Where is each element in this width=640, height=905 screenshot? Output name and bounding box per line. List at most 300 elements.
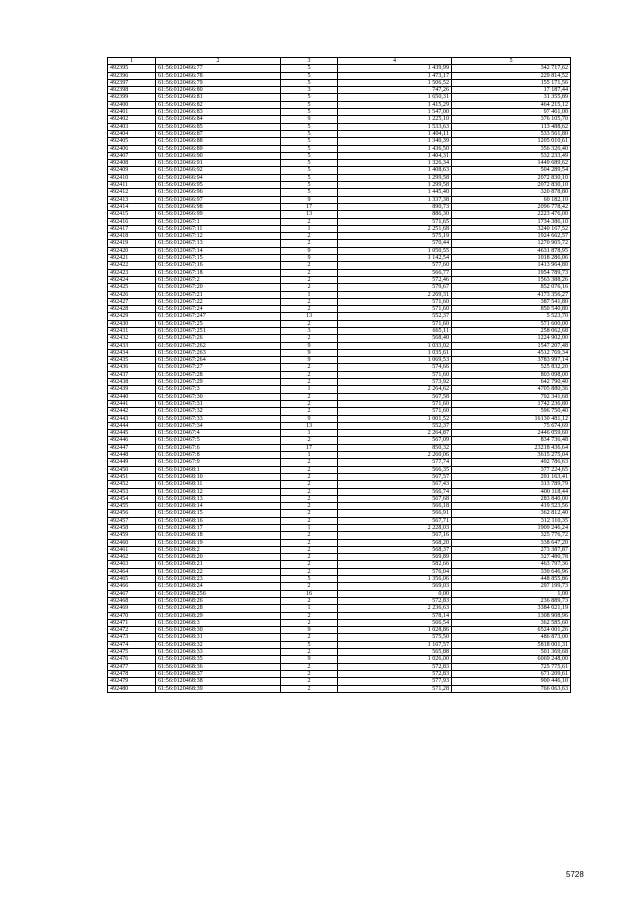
area-cell: 1 028,86 [338,627,452,634]
table-header [108,58,571,65]
area-cell: 575,19 [338,233,452,240]
value-cell: 400 118,44 [452,488,571,495]
value-cell: 6069 248,00 [452,656,571,663]
table-row [108,554,571,561]
table-row [108,641,571,648]
cadastral-number-cell: 61:56:0120466:94 [156,174,281,181]
category-cell: 2 [281,685,338,692]
row-index-cell: 492474 [108,641,156,648]
row-index-cell: 492433 [108,342,156,349]
category-cell: 2 [281,379,338,386]
area-cell: 1 356,06 [338,576,452,583]
area-cell: 1 225,10 [338,116,452,123]
area-cell: 567,57 [338,473,452,480]
row-index-cell: 492473 [108,634,156,641]
cadastral-number-cell: 61:56:0120467:25 [156,320,281,327]
area-cell: 1 436,50 [338,145,452,152]
area-cell: 567,71 [338,517,452,524]
table-row [108,517,571,524]
row-index-cell: 492441 [108,400,156,407]
table-row [108,452,571,459]
value-cell: 3783 997,14 [452,357,571,364]
cadastral-number-cell: 61:56:0120468:12 [156,488,281,495]
category-cell: 9 [281,656,338,663]
area-cell: 568,40 [338,335,452,342]
area-cell: 1 299,58 [338,182,452,189]
row-index-cell: 492424 [108,276,156,283]
row-index-cell: 492401 [108,109,156,116]
value-cell: 2072 830,10 [452,182,571,189]
area-cell: 567,09 [338,437,452,444]
area-cell: 579,67 [338,284,452,291]
category-cell: 2 [281,539,338,546]
table-row [108,298,571,305]
table-row [108,459,571,466]
cadastral-number-cell: 61:56:0120468:18 [156,532,281,539]
cadastral-number-cell: 61:56:0120467:12 [156,233,281,240]
cadastral-number-cell: 61:56:0120467:21 [156,291,281,298]
value-cell: 312 110,35 [452,517,571,524]
row-index-cell: 492395 [108,65,156,72]
table-row [108,466,571,473]
table-row [108,262,571,269]
table-row [108,678,571,685]
area-cell: 567,68 [338,495,452,502]
cadastral-number-cell: 61:56:0120466:95 [156,182,281,189]
table-row [108,291,571,298]
table-row [108,101,571,108]
area-cell: 1 506,52 [338,79,452,86]
area-cell: 574,66 [338,364,452,371]
category-cell: 2 [281,437,338,444]
category-cell: 16 [281,590,338,597]
table-row [108,444,571,451]
value-cell: 297 199,73 [452,583,571,590]
value-cell: 1205 010,61 [452,138,571,145]
cadastral-number-cell: 61:56:0120467:9 [156,459,281,466]
table-row [108,284,571,291]
row-index-cell: 492419 [108,240,156,247]
cadastral-number-cell: 61:56:0120467:15 [156,255,281,262]
area-cell: 1 439,99 [338,65,452,72]
column-header: 3 [281,58,338,65]
area-cell: 1 035,61 [338,349,452,356]
value-cell: 4173 356,27 [452,291,571,298]
table-row [108,408,571,415]
category-cell: 2 [281,517,338,524]
data-table [107,57,571,693]
category-cell: 2 [281,488,338,495]
row-index-cell: 492445 [108,430,156,437]
category-cell: 2 [281,561,338,568]
value-cell: 362 585,60 [452,619,571,626]
area-cell: 568,20 [338,539,452,546]
value-cell: 5818 001,31 [452,641,571,648]
cadastral-number-cell: 61:56:0120467:263 [156,349,281,356]
table-row [108,116,571,123]
category-cell: 5 [281,109,338,116]
area-cell: 2 260,06 [338,452,452,459]
cadastral-number-cell: 61:56:0120467:5 [156,437,281,444]
area-cell: 2 228,03 [338,525,452,532]
row-index-cell: 492416 [108,218,156,225]
table-row [108,568,571,575]
category-cell: 2 [281,240,338,247]
category-cell: 5 [281,167,338,174]
row-index-cell: 492457 [108,517,156,524]
value-cell: 356 326,40 [452,145,571,152]
cadastral-number-cell: 61:56:0120468:29 [156,612,281,619]
area-cell: 1 404,31 [338,152,452,159]
value-cell: 376 105,70 [452,116,571,123]
row-index-cell: 492439 [108,386,156,393]
row-index-cell: 492410 [108,174,156,181]
value-cell: 1224 902,00 [452,335,571,342]
row-index-cell: 492448 [108,452,156,459]
row-index-cell: 492436 [108,364,156,371]
table-row [108,196,571,203]
category-cell: 2 [281,481,338,488]
value-cell: 501 369,68 [452,649,571,656]
cadastral-number-cell: 61:56:0120466:83 [156,109,281,116]
cadastral-number-cell: 61:56:0120466:87 [156,130,281,137]
table-row [108,546,571,553]
value-cell: 834 736,48 [452,437,571,444]
value-cell: 236 889,73 [452,597,571,604]
cadastral-number-cell: 61:56:0120466:81 [156,94,281,101]
table-row [108,627,571,634]
value-cell: 320 878,80 [452,189,571,196]
category-cell: 2 [281,335,338,342]
table-row [108,503,571,510]
category-cell: 17 [281,444,338,451]
value-cell: 4705 880,36 [452,386,571,393]
category-cell: 1 [281,291,338,298]
value-cell: 642 790,40 [452,379,571,386]
row-index-cell: 492435 [108,357,156,364]
area-cell: 2 264,62 [338,386,452,393]
area-cell: 552,37 [338,422,452,429]
table-row [108,400,571,407]
area-cell: 1 408,63 [338,167,452,174]
table-row [108,386,571,393]
row-index-cell: 492477 [108,663,156,670]
cadastral-number-cell: 61:56:0120468:22 [156,568,281,575]
area-cell: 665,11 [338,327,452,334]
cadastral-number-cell: 61:56:0120468:26 [156,597,281,604]
cadastral-number-cell: 61:56:0120468:23 [156,576,281,583]
category-cell: 5 [281,72,338,79]
row-index-cell: 492459 [108,532,156,539]
category-cell: 2 [281,612,338,619]
area-cell: 577,74 [338,459,452,466]
table-row [108,495,571,502]
row-index-cell: 492460 [108,539,156,546]
cadastral-number-cell: 61:56:0120467:29 [156,379,281,386]
category-cell: 5 [281,641,338,648]
row-index-cell: 492408 [108,160,156,167]
category-cell: 2 [281,473,338,480]
category-cell: 2 [281,233,338,240]
table-row [108,225,571,232]
table-row [108,335,571,342]
area-cell: 2 251,68 [338,225,452,232]
table-row [108,597,571,604]
area-cell: 571,60 [338,408,452,415]
table-row [108,364,571,371]
area-cell: 1 299,58 [338,174,452,181]
table-row [108,203,571,210]
value-cell: 1954 789,73 [452,269,571,276]
value-cell: 17 187,44 [452,87,571,94]
category-cell: 2 [281,597,338,604]
category-cell: 1 [281,386,338,393]
area-cell: 1 069,53 [338,357,452,364]
area-cell: 1 050,55 [338,247,452,254]
area-cell: 575,50 [338,634,452,641]
cadastral-number-cell: 61:56:0120468:30 [156,627,281,634]
header-row [108,58,571,65]
table-row [108,276,571,283]
cadastral-number-cell: 61:56:0120468:31 [156,634,281,641]
value-cell: 291 163,41 [452,473,571,480]
cadastral-number-cell: 61:56:0120466:97 [156,196,281,203]
cadastral-number-cell: 61:56:0120467:24 [156,306,281,313]
category-cell: 2 [281,364,338,371]
area-cell: 571,28 [338,685,452,692]
category-cell: 5 [281,101,338,108]
value-cell: 387 541,80 [452,298,571,305]
cadastral-number-cell: 61:56:0120467:30 [156,393,281,400]
cadastral-number-cell: 61:56:0120466:79 [156,79,281,86]
table-row [108,306,571,313]
category-cell: 2 [281,663,338,670]
cadastral-number-cell: 61:56:0120466:99 [156,211,281,218]
value-cell: 1547 207,48 [452,342,571,349]
row-index-cell: 492452 [108,481,156,488]
row-index-cell: 492405 [108,138,156,145]
cadastral-number-cell: 61:56:0120468:1 [156,466,281,473]
cadastral-number-cell: 61:56:0120468:15 [156,510,281,517]
area-cell: 577,60 [338,262,452,269]
table-row [108,138,571,145]
category-cell: 2 [281,298,338,305]
area-cell: 552,37 [338,313,452,320]
category-cell: 2 [281,568,338,575]
table-row [108,619,571,626]
row-index-cell: 492446 [108,437,156,444]
cadastral-number-cell: 61:56:0120467:22 [156,298,281,305]
area-cell: 572,83 [338,663,452,670]
area-cell: 1 415,29 [338,101,452,108]
table-row [108,174,571,181]
category-cell: 9 [281,196,338,203]
category-cell: 2 [281,532,338,539]
value-cell: 377 224,65 [452,466,571,473]
category-cell: 2 [281,583,338,590]
category-cell: 2 [281,408,338,415]
row-index-cell: 492463 [108,561,156,568]
cadastral-number-cell: 61:56:0120466:85 [156,123,281,130]
table-row [108,145,571,152]
cadastral-number-cell: 61:56:0120467:1 [156,218,281,225]
value-cell: 3384 021,19 [452,605,571,612]
cadastral-number-cell: 61:56:0120468:2 [156,546,281,553]
area-cell: 566,54 [338,619,452,626]
value-cell: 362 812,40 [452,510,571,517]
category-cell: 2 [281,546,338,553]
category-cell: 2 [281,262,338,269]
area-cell: 566,18 [338,503,452,510]
value-cell: 533 561,80 [452,130,571,137]
row-index-cell: 492455 [108,503,156,510]
category-cell: 9 [281,357,338,364]
cadastral-number-cell: 61:56:0120468:11 [156,481,281,488]
table-row [108,561,571,568]
value-cell: 3615 275,04 [452,452,571,459]
row-index-cell: 492398 [108,87,156,94]
category-cell: 1 [281,225,338,232]
category-cell: 1 [281,430,338,437]
area-cell: 747,26 [338,87,452,94]
cadastral-number-cell: 61:56:0120467:2 [156,276,281,283]
row-index-cell: 492426 [108,291,156,298]
row-index-cell: 492407 [108,152,156,159]
area-cell: 1 533,63 [338,123,452,130]
cadastral-number-cell: 61:56:0120467:8 [156,452,281,459]
row-index-cell: 492425 [108,284,156,291]
row-index-cell: 492431 [108,327,156,334]
table-row [108,612,571,619]
area-cell: 567,43 [338,481,452,488]
row-index-cell: 492411 [108,182,156,189]
value-cell: 3240 167,52 [452,225,571,232]
value-cell: 4512 769,34 [452,349,571,356]
cadastral-number-cell: 61:56:0120468:24 [156,583,281,590]
category-cell: 9 [281,415,338,422]
category-cell: 2 [281,400,338,407]
row-index-cell: 492476 [108,656,156,663]
row-index-cell: 492471 [108,619,156,626]
column-header: 5 [452,58,571,65]
row-index-cell: 492470 [108,612,156,619]
table-row [108,65,571,72]
category-cell: 5 [281,130,338,137]
cadastral-number-cell: 61:56:0120466:77 [156,65,281,72]
value-cell: 852 076,16 [452,284,571,291]
area-cell: 2 264,87 [338,430,452,437]
category-cell: 2 [281,649,338,656]
value-cell: 1,00 [452,590,571,597]
area-cell: 582,66 [338,561,452,568]
cadastral-number-cell: 61:56:0120467:26 [156,335,281,342]
cadastral-number-cell: 61:56:0120467:31 [156,400,281,407]
row-index-cell: 492442 [108,408,156,415]
row-index-cell: 492414 [108,203,156,210]
table-row [108,663,571,670]
row-index-cell: 492432 [108,335,156,342]
table-row [108,415,571,422]
value-cell: 900 446,10 [452,678,571,685]
row-index-cell: 492453 [108,488,156,495]
value-cell: 75 674,69 [452,422,571,429]
value-cell: 1924 662,57 [452,233,571,240]
area-cell: 566,35 [338,466,452,473]
table-row [108,473,571,480]
table-row [108,605,571,612]
cadastral-number-cell: 61:56:0120467:14 [156,247,281,254]
row-index-cell: 492451 [108,473,156,480]
area-cell: 570,44 [338,240,452,247]
table-row [108,649,571,656]
value-cell: 113 488,62 [452,123,571,130]
table-row [108,152,571,159]
value-cell: 463 797,36 [452,561,571,568]
value-cell: 725 775,61 [452,663,571,670]
row-index-cell: 492399 [108,94,156,101]
cadastral-number-cell: 61:56:0120467:18 [156,269,281,276]
value-cell: 6524 001,26 [452,627,571,634]
cadastral-number-cell: 61:56:0120466:90 [156,152,281,159]
category-cell: 2 [281,503,338,510]
cadastral-number-cell: 61:56:0120468:36 [156,663,281,670]
area-cell: 578,14 [338,612,452,619]
cadastral-number-cell: 61:56:0120467:4 [156,430,281,437]
category-cell: 2 [281,276,338,283]
value-cell: 486 873,00 [452,634,571,641]
category-cell: 9 [281,349,338,356]
area-cell: 568,37 [338,546,452,553]
area-cell: 1 033,02 [338,342,452,349]
table-row [108,371,571,378]
row-index-cell: 492427 [108,298,156,305]
row-index-cell: 492429 [108,313,156,320]
table-row [108,211,571,218]
category-cell: 5 [281,65,338,72]
value-cell: 1563 388,26 [452,276,571,283]
value-cell: 327 480,78 [452,554,571,561]
category-cell: 5 [281,189,338,196]
value-cell: 525 832,20 [452,364,571,371]
table-row [108,481,571,488]
row-index-cell: 492461 [108,546,156,553]
area-cell: 567,16 [338,532,452,539]
cadastral-number-cell: 61:56:0120467:251 [156,327,281,334]
table-row [108,218,571,225]
row-index-cell: 492404 [108,130,156,137]
area-cell: 572,83 [338,670,452,677]
row-index-cell: 492402 [108,116,156,123]
row-index-cell: 492422 [108,262,156,269]
cadastral-number-cell: 61:56:0120467:34 [156,422,281,429]
row-index-cell: 492412 [108,189,156,196]
area-cell: 569,89 [338,554,452,561]
cadastral-number-cell: 61:56:0120468:19 [156,539,281,546]
table-row [108,94,571,101]
page-number: 5728 [566,870,584,879]
row-index-cell: 492430 [108,320,156,327]
table-row [108,525,571,532]
table-row [108,349,571,356]
table-row [108,430,571,437]
area-cell: 572,83 [338,597,452,604]
table-row [108,656,571,663]
cadastral-number-cell: 61:56:0120468:10 [156,473,281,480]
cadastral-number-cell: 61:56:0120468:33 [156,649,281,656]
cadastral-number-cell: 61:56:0120468:21 [156,561,281,568]
area-cell: 567,58 [338,393,452,400]
row-index-cell: 492456 [108,510,156,517]
